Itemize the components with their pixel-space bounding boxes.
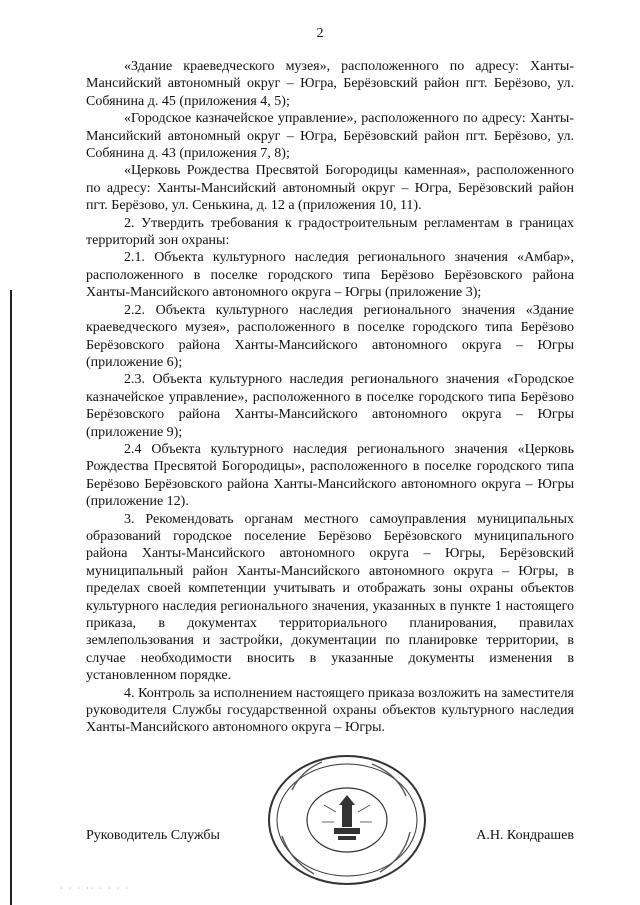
paragraph: 2.1. Объекта культурного наследия регионального значения «Амбар», расположенного в поселке городского типа Берёзово Берёзовского района Ханты-Мансийского автономного округа – Югры (приложение 3); [86, 250, 574, 301]
paragraph: 2.3. Объекта культурного наследия регионального значения «Городское казначейское управление», расположенного в поселке городского типа Берёзово Берёзовского района Ханты-Мансийского автономного округа – Югры (приложение 9); [86, 372, 574, 440]
paragraph: «Здание краеведческого музея», расположенного по адресу: Ханты-Мансийский автономный округ – Югра, Берёзовский район пгт. Берёзово, ул. Собянина д. 45 (приложения 4, 5); [86, 59, 574, 109]
paragraph: 4. Контроль за исполнением настоящего приказа возложить на заместителя руководителя Службы государственной охраны объектов культурного наследия Ханты-Мансийского автономного округа – Югры. [86, 685, 574, 736]
signatory-title: Руководитель Службы [86, 828, 220, 843]
paragraph: 3. Рекомендовать органам местного самоуправления муниципальных образований городское поселение Берёзово Берёзовского муниципального района Ханты-Мансийского автономного округа – Югры, Берёзовский муниципальный район Ханты-Мансийского автономного округа – Югры, в пределах своей компетенции учитывать и отображать зоны охраны объектов культурного наследия регионального значения, указанных в пункте 1 настоящего приказа, в документах территориального планирования, правилах землепользования и застройки, документации по планировке территории, в случае необходимости вносить в указанные документы изменения в установленном порядке. [86, 511, 574, 684]
paragraph: 2.4 Объекта культурного наследия регионального значения «Церковь Рождества Пресвятой Богородицы», расположенного в поселке городского типа Берёзово Берёзовского района Ханты-Мансийского автономного округа – Югры (приложение 12). [86, 441, 574, 510]
paragraph: «Городское казначейское управление», расположенного по адресу: Ханты-Мансийский автономный округ – Югра, Берёзовский район пгт. Берёзово, ул. Собянина д. 43 (приложения 7, 8); [86, 111, 574, 162]
paragraph: 2. Утвердить требования к градостроительным регламентам в границах территорий зон охраны: [86, 215, 574, 249]
paragraph: «Церковь Рождества Пресвятой Богородицы каменная», расположенного по адресу: Ханты-Мансийский автономный округ – Югра, Берёзовский район пгт. Берёзово, ул. Сенькина, д. 12 а (приложения 10, 11). [86, 163, 574, 214]
scan-artifact: · · · ·· · · · · [60, 884, 130, 893]
scan-edge-line [10, 290, 12, 905]
official-seal-icon [262, 750, 432, 890]
document-body [86, 58, 574, 737]
signatory-name: А.Н. Кондрашев [476, 828, 574, 843]
page-number: 2 [316, 26, 324, 41]
paragraph: 2.2. Объекта культурного наследия регионального значения «Здание краеведческого музея», расположенного в поселке городского типа Берёзово Берёзовского района Ханты-Мансийского автономного округа – Югры (приложение 6); [86, 302, 574, 370]
